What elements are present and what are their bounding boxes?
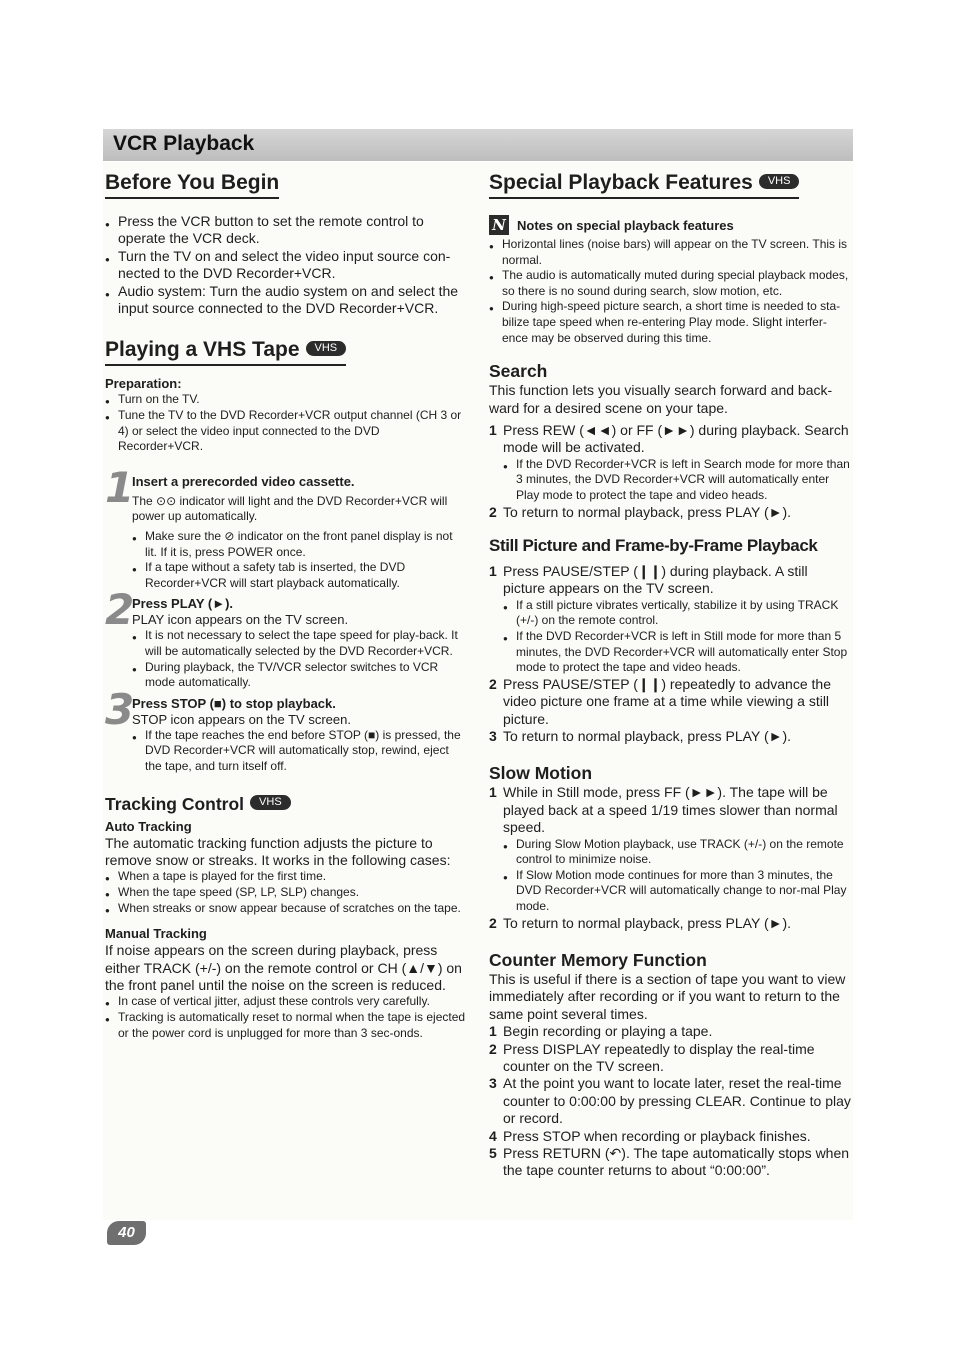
auto-tracking-label: Auto Tracking xyxy=(105,818,192,834)
playing-vhs-heading xyxy=(105,337,346,366)
search-step-2 xyxy=(489,504,852,521)
section-header xyxy=(103,129,853,161)
list-item: ● Tune the TV to the DVD Recorder+VCR output channel (CH 3 or 4) or select the video input connected to the DVD Recorder+VCR. xyxy=(105,408,467,455)
auto-tracking-text: The automatic tracking function adjusts the picture to remove snow or streaks. It works in the following cases: xyxy=(105,834,451,868)
search-intro: This function lets you visually search forward and back-ward for a desired scene on your tape. xyxy=(489,382,833,416)
vhs-badge: VHS xyxy=(250,795,291,810)
counter-step-2 xyxy=(489,1041,852,1076)
still-step-3 xyxy=(489,728,852,745)
step-text: Press PAUSE/STEP (❙❙) repeatedly to advance the video picture one frame at a time while viewing a still picture. xyxy=(503,675,831,727)
step-number: 2 xyxy=(489,914,497,931)
note-icon: N xyxy=(489,215,509,235)
special-playback-heading xyxy=(489,170,799,199)
list-item: ● Horizontal lines (noise bars) will appear on the TV screen. This is normal. xyxy=(489,237,852,268)
left-column xyxy=(105,170,467,1041)
list-item: ● Turn the TV on and select the video input source con-nected to the DVD Recorder+VCR. xyxy=(105,248,467,283)
vhs-badge: VHS xyxy=(306,341,347,356)
tracking-heading xyxy=(105,793,467,815)
notes-header xyxy=(489,215,852,235)
tracking-title: Tracking Control xyxy=(105,793,245,814)
list-item: ● In case of vertical jitter, adjust these controls very carefully. xyxy=(105,994,467,1010)
search-step-1 xyxy=(489,422,852,504)
step-text: Press REW (◄◄) or FF (►►) during playback. Search mode will be activated. xyxy=(503,421,849,456)
counter-intro: This is useful if there is a section of tape you want to view immediately after recording or if you want to return to the same point several times. xyxy=(489,970,846,1022)
step-bullets xyxy=(503,457,852,504)
step-text: The ⊙⊙ indicator will light and the DVD Recorder+VCR will power up automatically. xyxy=(132,493,448,524)
list-item: ● During high-speed picture search, a short time is needed to sta-bilize tape speed when re-entering Play mode. Slight interfer-ence may be observed during this time. xyxy=(489,299,852,346)
step-number: 2 xyxy=(489,503,497,520)
notes-title: Notes on special playback features xyxy=(517,217,734,233)
list-item: ● If a still picture vibrates vertically, stabilize it by using TRACK (+/-) on the remote control. xyxy=(503,598,852,629)
playing-vhs-title: Playing a VHS Tape xyxy=(105,338,300,362)
slow-motion-heading: Slow Motion xyxy=(489,763,593,784)
step-text: At the point you want to locate later, reset the real-time counter to 0:00:00 by pressing CLEAR. Continue to play or record. xyxy=(503,1075,851,1127)
list-item: ● When the tape speed (SP, LP, SLP) changes. xyxy=(105,885,467,901)
manual-tracking-label: Manual Tracking xyxy=(105,926,207,942)
step-number: 4 xyxy=(489,1127,497,1144)
step-number: 3 xyxy=(105,684,135,734)
counter-memory-heading: Counter Memory Function xyxy=(489,949,707,970)
manual-tracking-list xyxy=(105,994,467,1041)
step-number: 3 xyxy=(489,727,497,744)
list-item: ● If the tape reaches the end before STOP (■) is pressed, the DVD Recorder+VCR will automatically stop, rewind, eject the tape, and turn itself off. xyxy=(132,728,467,775)
manual-tracking-text: If noise appears on the screen during playback, press either TRACK (+/-) on the remote control or CH (▲/▼) on the front panel until the noise on the screen is reduced. xyxy=(105,942,462,993)
list-item: ● When streaks or snow appear because of scratches on the tape. xyxy=(105,901,467,917)
list-item: ● If a tape without a safety tab is inserted, the DVD Recorder+VCR will start playback automatically. xyxy=(132,560,467,591)
special-playback-title: Special Playback Features xyxy=(489,171,753,194)
step-number: 2 xyxy=(489,1040,497,1057)
step-text: Press STOP when recording or playback finishes. xyxy=(503,1127,811,1144)
step-text: Press RETURN (↶). The tape automatically stops when the tape counter returns to about “0:00:00”. xyxy=(503,1145,850,1179)
list-item: ● If the DVD Recorder+VCR is left in Still mode for more than 5 minutes, the DVD Recorder+VCR will automatically enter Stop mode to protect the tape and video heads. xyxy=(503,629,852,676)
step-bullets xyxy=(503,598,852,676)
step-bullets xyxy=(503,837,852,915)
counter-step-3 xyxy=(489,1075,852,1127)
counter-step-1 xyxy=(489,1023,852,1040)
step-number: 1 xyxy=(105,462,135,512)
right-column xyxy=(489,170,852,1180)
counter-step-4 xyxy=(489,1128,852,1145)
step-text: To return to normal playback, press PLAY (►). xyxy=(503,914,792,931)
step-text: Press PAUSE/STEP (❙❙) during playback. A still picture appears on the TV screen. xyxy=(503,562,808,597)
step-bullets xyxy=(132,628,467,690)
list-item: ● During Slow Motion playback, use TRACK (+/-) on the remote control to minimize noise. xyxy=(503,837,852,868)
vhs-badge: VHS xyxy=(759,174,800,189)
step-text: Press DISPLAY repeatedly to display the real-time counter on the TV screen. xyxy=(503,1040,815,1074)
before-you-begin-heading: Before You Begin xyxy=(105,170,279,199)
step-1 xyxy=(105,462,467,592)
counter-step-5 xyxy=(489,1145,852,1180)
list-item: ● Make sure the ⊘ indicator on the front panel display is not lit. If it is, press POWER once. xyxy=(132,529,467,560)
list-item: ● The audio is automatically muted during special playback modes, so there is no sound during search, slow motion, etc. xyxy=(489,268,852,299)
step-text: Begin recording or playing a tape. xyxy=(503,1023,713,1040)
notes-list xyxy=(489,237,852,346)
list-item: ● Audio system: Turn the audio system on and select the input source connected to the DVD Recorder+VCR. xyxy=(105,283,467,318)
list-item: ● It is not necessary to select the tape speed for play-back. It will be automatically selected by the DVD Recorder+VCR. xyxy=(132,628,467,659)
still-step-1 xyxy=(489,563,852,676)
step-bullets xyxy=(132,728,467,775)
step-text: While in Still mode, press FF (►►). The tape will be played back at a speed 1/19 times slower than normal speed. xyxy=(503,784,838,836)
step-text: To return to normal playback, press PLAY (►). xyxy=(503,727,792,744)
before-list xyxy=(105,213,467,317)
step-number: 1 xyxy=(489,1023,497,1040)
step-2 xyxy=(105,585,467,690)
step-number: 1 xyxy=(489,784,497,801)
preparation-label: Preparation: xyxy=(105,376,182,392)
list-item: ● During playback, the TV/VCR selector switches to VCR mode automatically. xyxy=(132,660,467,691)
list-item: ● Turn on the TV. xyxy=(105,392,467,408)
slow-step-1 xyxy=(489,784,852,914)
step-number: 1 xyxy=(489,421,497,438)
page-number: 40 xyxy=(107,1221,146,1245)
slow-step-2 xyxy=(489,915,852,932)
step-text: PLAY icon appears on the TV screen. xyxy=(132,612,349,628)
step-number: 2 xyxy=(105,585,135,635)
preparation-list xyxy=(105,392,467,454)
step-text: STOP icon appears on the TV screen. xyxy=(132,711,351,727)
list-item: ● If the DVD Recorder+VCR is left in Search mode for more than 3 minutes, the DVD Recorder+VCR will automatically enter Play mode to protect the tape and video heads. xyxy=(503,457,852,504)
step-number: 5 xyxy=(489,1145,497,1162)
step-3 xyxy=(105,684,467,775)
step-number: 3 xyxy=(489,1075,497,1092)
still-picture-heading: Still Picture and Frame-by-Frame Playback xyxy=(489,535,818,555)
search-heading: Search xyxy=(489,361,548,382)
step-title: Insert a prerecorded video cassette. xyxy=(132,473,355,489)
still-step-2 xyxy=(489,676,852,728)
auto-tracking-list xyxy=(105,869,467,916)
step-title: Press PLAY (►). xyxy=(132,596,234,612)
list-item: ● Tracking is automatically reset to normal when the tape is ejected or the power cord is unplugged for more than 3 sec-onds. xyxy=(105,1010,467,1041)
step-title: Press STOP (■) to stop playback. xyxy=(132,695,336,711)
step-text: To return to normal playback, press PLAY (►). xyxy=(503,503,792,520)
section-title: VCR Playback xyxy=(113,132,255,155)
list-item: ● When a tape is played for the first time. xyxy=(105,869,467,885)
step-bullets xyxy=(132,529,467,591)
list-item: ● Press the VCR button to set the remote control to operate the VCR deck. xyxy=(105,213,467,248)
step-number: 2 xyxy=(489,675,497,692)
step-number: 1 xyxy=(489,562,497,579)
list-item: ● If Slow Motion mode continues for more than 3 minutes, the DVD Recorder+VCR will automatically change to nor-mal Play mode. xyxy=(503,868,852,915)
